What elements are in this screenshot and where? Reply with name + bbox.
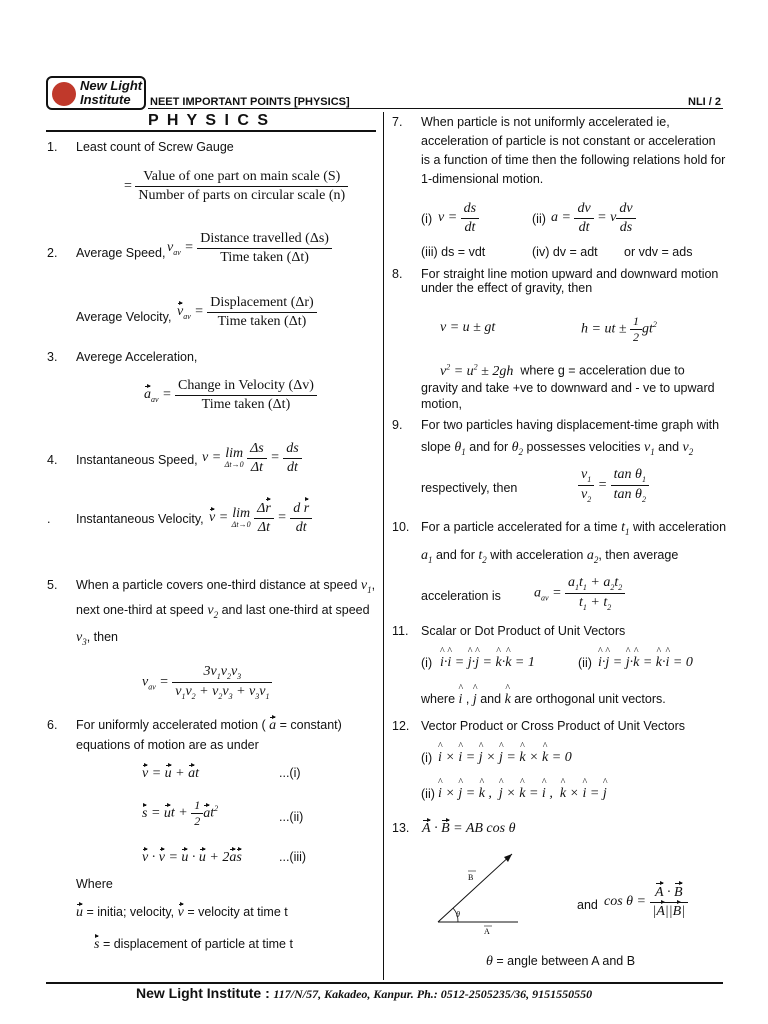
equation-1: v = u + at: [142, 766, 200, 781]
item-11-and: and: [480, 692, 502, 706]
item-2-number: 2.: [47, 246, 58, 260]
logo-line2: Institute: [80, 92, 131, 107]
item-8-line2: under the effect of gravity, then: [421, 281, 593, 295]
where-line1: u = initia; velocity, v = velocity at time t: [76, 905, 288, 920]
item-12-line1: Vector Product or Cross Product of Unit Vectors: [421, 719, 686, 733]
item-5-line3: $v_3$, then: [76, 630, 118, 647]
item-9-line1: For two particles having displacement-time graph with: [421, 418, 720, 432]
item-13-and: and: [577, 898, 598, 912]
item-2b-formula: $v_{av}$ = $\frac{\text{Displacement (Δr)}}{\text{Time taken (Δt)}}$: [177, 294, 317, 330]
item-6-line2: equations of motion are as under: [76, 738, 259, 752]
equation-1-label: ...(i): [279, 766, 301, 780]
logo-text: [80, 79, 142, 107]
item-11-part-ii: (ii): [578, 656, 592, 670]
item-10-line2a: and for: [435, 548, 475, 562]
equation-2-label: ...(ii): [279, 810, 304, 824]
subject-heading: NEET IMPORTANT POINTS [PHYSICS]: [150, 96, 350, 108]
item-11-orthogonal: are orthogonal unit vectors.: [514, 692, 666, 706]
item-12-formula-ii: ^ i × ^ j = ^ k , ^ j × ^ k = ^ i , ^ k × ^ i = ^ j: [438, 786, 607, 802]
item-3-number: 3.: [47, 350, 58, 364]
item-11-formula-ii: ^ i·^ j = ^ j·^ k = ^ k·^ i = 0: [598, 655, 693, 671]
item-9-andfor: and for: [469, 440, 509, 454]
item-13-cos-formula: cos θ = $\frac{A \cdot B}{|A||B|}$: [604, 884, 688, 920]
item-11-line1: Scalar or Dot Product of Unit Vectors: [421, 624, 626, 638]
item-5-formula: $v_{av}$ = $\frac{3v_1v_2v_3}{v_1v_2 + v_2v_3 + v_3v_1}$: [142, 663, 272, 702]
svg-text:θ: θ: [456, 910, 460, 919]
item-5-line2b-text: and last one-third at speed: [221, 603, 370, 617]
item-8-line4: gravity and take +ve to downward and - ve to upward: [421, 381, 715, 395]
item-1-number: 1.: [47, 140, 58, 154]
item-10-formula: $a_{av}$ = $\frac{a_1t_1 + a_2t_2}{t_1 + t_2}$: [534, 574, 625, 613]
column-divider: [383, 112, 384, 980]
equation-3-label: ...(iii): [279, 850, 307, 864]
institute-logo: [46, 76, 146, 110]
logo-emblem-icon: [52, 82, 76, 106]
item-8-line5: motion,: [421, 397, 462, 411]
item-2-denominator: Time taken (Δt): [220, 249, 309, 265]
item-9-line2: slope $\theta_1$ and for $\theta_2$ possesses velocities $v_1$ and $v_2$: [421, 440, 694, 457]
item-12-number: 12.: [392, 719, 410, 733]
item-7-part-ii: (ii): [532, 212, 546, 226]
item-9-line3: respectively, then: [421, 481, 518, 495]
item-5-line2-text: next one-third at speed: [76, 603, 204, 617]
item-5-line2: next one-third at speed $v_2$ and last one-third at speed: [76, 603, 370, 620]
header-rule: [148, 108, 723, 109]
item-9-and: and: [658, 440, 680, 454]
item-11-formula-i: ^ i·^ i = ^ j·^ j = ^ k·^ k = 1: [440, 655, 535, 671]
item-8-formula-1: v = u ± gt: [440, 320, 496, 335]
item-5-line3-text: , then: [86, 630, 118, 644]
svg-text:B: B: [468, 873, 474, 882]
item-5-line1: When a particle covers one-third distance at speed $v_1$,: [76, 578, 376, 595]
equation-2: s = ut + $\frac{1}{2}$ $at^2$: [142, 798, 219, 828]
item-3-text: Averege Acceleration,: [76, 350, 198, 364]
item-7-line1: When particle is not uniformly accelerated ie,: [421, 115, 670, 129]
item-2-numerator: Distance travelled (Δs): [197, 230, 332, 249]
item-11-line3: where ^ i , ^ j and ^ k are orthogonal unit vectors.: [421, 692, 666, 708]
item-1-text: Least count of Screw Gauge: [76, 140, 234, 154]
where-line1b: = velocity at time t: [187, 905, 288, 919]
item-10-line1b: with acceleration: [632, 520, 727, 534]
item-10-line1a: For a particle accelerated for a time: [421, 520, 618, 534]
item-10-line3: acceleration is: [421, 589, 501, 603]
footer-address: 117/N/57, Kakadeo, Kanpur. Ph.: 0512-2505235/36, 9151550550: [273, 987, 593, 1001]
item-1-numerator: Value of one part on main scale (S): [135, 168, 348, 187]
item-8-line1: For straight line motion upward and downward motion: [421, 267, 719, 281]
item-12-part-i: (i): [421, 751, 433, 765]
item-5-number: 5.: [47, 578, 58, 592]
item-2b-numerator: Displacement (Δr): [207, 294, 316, 313]
item-13-theta-text: = angle between A and B: [496, 954, 636, 968]
item-12-part-ii: (ii): [421, 787, 435, 801]
item-7-part-iv: (iv) dv = adt: [532, 245, 598, 259]
item-9-formula: $\frac{v_1}{v_2}$ = $\frac{\tan \theta_1}{\tan \theta_2}$: [578, 466, 649, 505]
item-11-where: where: [421, 692, 456, 706]
item-7-part-i: (i): [421, 212, 433, 226]
footer: [136, 985, 592, 1002]
item-4b-number: .: [47, 512, 51, 526]
item-3-formula: $a_{av}$ = $\frac{\text{Change in Velocity (Δv)}}{\text{Time taken (Δt)}}$: [144, 377, 317, 413]
item-7-formula-ii: a = $\frac{dv}{dt}$ = v $\frac{dv}{ds}$: [551, 200, 636, 236]
item-2b-text: Average Velocity,: [76, 310, 172, 324]
item-9-velocities: possesses velocities: [526, 440, 641, 454]
item-10-line1: For a particle accelerated for a time $t_1$ with acceleration: [421, 520, 727, 537]
item-13-number: 13.: [392, 821, 410, 835]
item-10-line2b: with acceleration: [490, 548, 584, 562]
vector-angle-diagram: [432, 850, 524, 936]
item-13-theta-def: θ = angle between A and B: [486, 954, 636, 969]
item-10-number: 10.: [392, 520, 410, 534]
item-4-number: 4.: [47, 453, 58, 467]
footer-institute-name: New Light Institute :: [136, 985, 270, 1001]
item-7-part-iii: (iii) ds = vdt: [421, 245, 486, 259]
item-3-denominator: Time taken (Δt): [201, 396, 291, 412]
item-2-text: Average Speed,: [76, 246, 166, 260]
where-label: Where: [76, 877, 113, 891]
item-10-line2: $a_1$ and for $t_2$ with acceleration $a_2$, then average: [421, 548, 679, 565]
item-8-number: 8.: [392, 267, 403, 281]
page-title: P H Y S I C S: [148, 112, 271, 129]
item-4b-text: Instantaneous Velocity,: [76, 512, 204, 526]
item-6-line1b: = constant): [279, 718, 342, 732]
item-11-number: 11.: [392, 624, 409, 638]
item-2-formula: $v_{av}$ = $\frac{\text{Distance travelled (Δs)}}{\text{Time taken (Δt)}}$: [167, 230, 332, 266]
svg-text:A: A: [484, 927, 490, 936]
item-7-line3: is a function of time then the following relations hold for: [421, 153, 726, 167]
item-9-slope: slope: [421, 440, 451, 454]
item-6-line1: For uniformly accelerated motion ( a = constant): [76, 718, 342, 733]
where-line2-text: = displacement of particle at time t: [102, 937, 293, 951]
item-1-formula: = $\frac{\text{Value of one part on main scale (S)}}{\text{Number of parts on circular scale (n)}}$: [124, 168, 348, 204]
item-7-line4: 1-dimensional motion.: [421, 172, 544, 186]
item-4-formula: v = lim Δt→0 $\frac{\Delta s}{\Delta t}$ = $\frac{ds}{dt}$: [202, 440, 302, 476]
logo-line1: New Light: [80, 78, 143, 93]
item-8-formula-2: h = ut ± $\frac{1}{2}$ $gt^2$: [581, 314, 657, 344]
item-3-numerator: Change in Velocity (Δv): [175, 377, 317, 396]
item-5-line1-text: When a particle covers one-third distance at speed: [76, 578, 358, 592]
footer-rule: [46, 982, 723, 984]
item-12-formula-i: ^ i × ^ i = ^ j × ^ j = ^ k × ^ k = 0: [438, 750, 572, 766]
where-line2: s = displacement of particle at time t: [94, 937, 293, 952]
item-4-text: Instantaneous Speed,: [76, 453, 198, 467]
item-7-number: 7.: [392, 115, 403, 129]
item-8-line3: $v^2 = u^2 \pm 2gh$ where g = acceleration due to: [440, 362, 685, 379]
where-line1a: = initia; velocity,: [86, 905, 175, 919]
page-number: NLI / 2: [688, 96, 722, 108]
item-10-line2c: , then average: [598, 548, 679, 562]
equation-3: v · v = u · u + 2as: [142, 850, 242, 865]
item-1-denominator: Number of parts on circular scale (n): [138, 187, 346, 203]
item-7-part-v: or vdv = ads: [624, 245, 693, 259]
item-2b-denominator: Time taken (Δt): [217, 313, 307, 329]
item-6-line1a: For uniformly accelerated motion (: [76, 718, 266, 732]
item-7-line2: acceleration of particle is not constant or acceleration: [421, 134, 716, 148]
item-8-line3-text: where g = acceleration due to: [520, 363, 685, 378]
item-4b-formula: v = lim Δt→0 $\frac{\Delta r}{\Delta t}$ = $\frac{\text{d r}}{dt}$: [209, 500, 312, 536]
item-7-formula-i: v = $\frac{ds}{dt}$: [438, 200, 479, 236]
item-6-number: 6.: [47, 718, 58, 732]
item-9-number: 9.: [392, 418, 403, 432]
item-13-formula: A · B = AB cos θ: [422, 821, 516, 836]
item-11-part-i: (i): [421, 656, 433, 670]
